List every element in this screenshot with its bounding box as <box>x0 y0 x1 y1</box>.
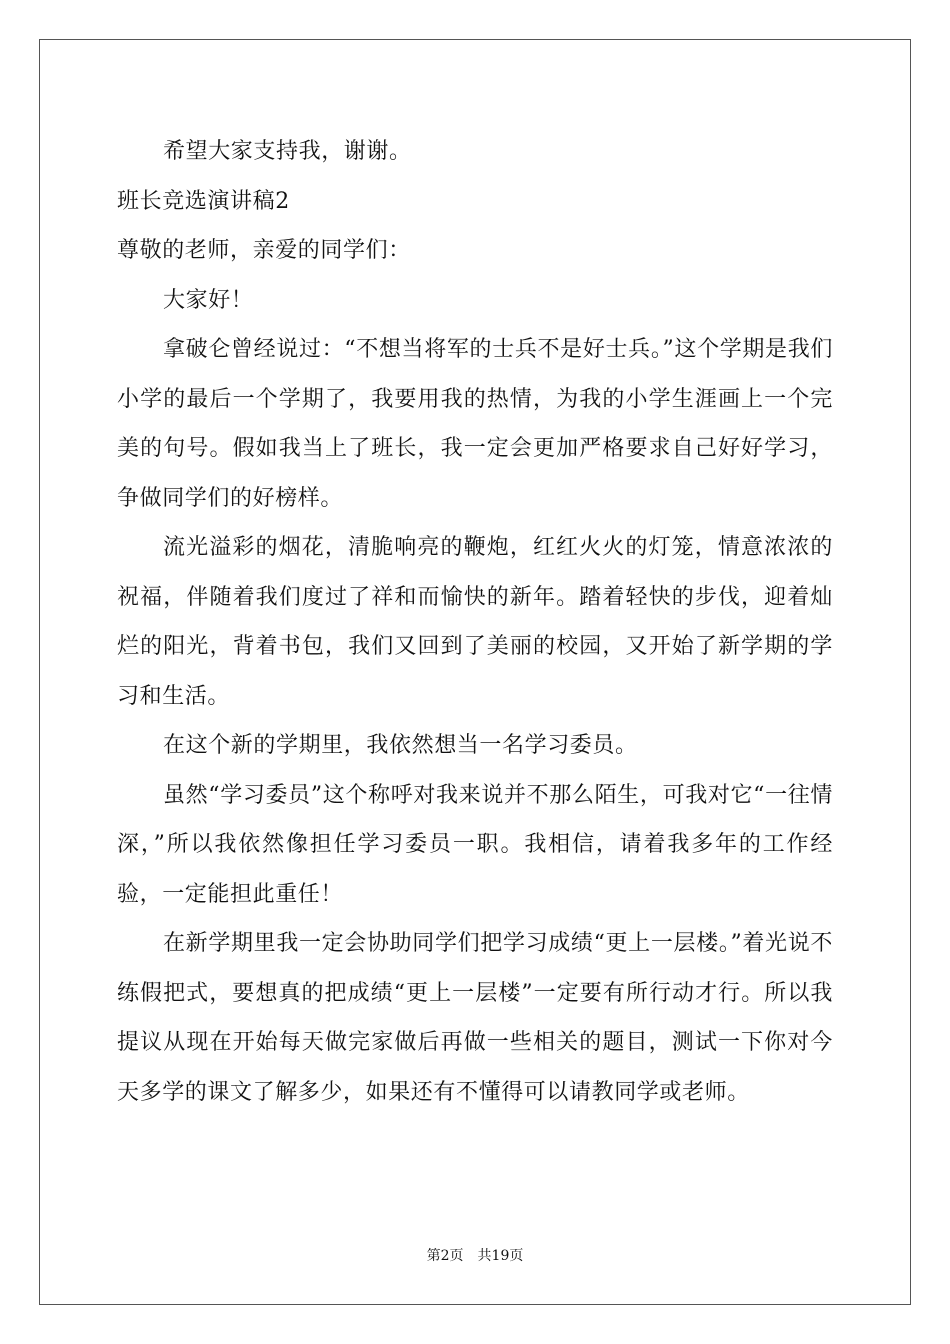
paragraph-committee-wish: 在这个新的学期里，我依然想当一名学习委员。 <box>163 733 638 758</box>
paragraph-napoleon: 拿破仑曾经说过：“不想当将军的士兵不是好士兵。”这个学期是我们小学的最后一个学期了，我要用我的热情，为我的小学生涯画上一个完美的句号。假如我当上了班长，我一定会更加严格要求自己好好学习，争做同学们的好榜样。 <box>117 337 833 511</box>
paragraph-plan: 在新学期里我一定会协助同学们把学习成绩“更上一层楼。”着光说不练假把式，要想真的把成绩“更上一层楼”一定要有所行动才行。所以我提议从现在开始每天做完家做后再做一些相关的题目，测试一下你对今天多学的课文了解多少，如果还有不懂得可以请教同学或老师。 <box>117 931 833 1105</box>
page-number-current: 第2页 <box>426 1248 464 1264</box>
paragraph-closing: 希望大家支持我，谢谢。 <box>163 139 412 164</box>
salutation: 尊敬的老师，亲爱的同学们： <box>117 238 411 263</box>
page-footer <box>0 1246 950 1266</box>
document-body <box>117 127 833 1117</box>
paragraph-experience: 虽然“学习委员”这个称呼对我来说并不那么陌生，可我对它“一往情深，”所以我依然像担任学习委员一职。我相信，请着我多年的工作经验，一定能担此重任！ <box>117 782 833 907</box>
greeting: 大家好！ <box>163 287 254 313</box>
page-number-total: 共19页 <box>477 1248 524 1264</box>
section-title: 班长竞选演讲稿2 <box>117 188 290 214</box>
paragraph-new-year: 流光溢彩的烟花，清脆响亮的鞭炮，红红火火的灯笼，情意浓浓的祝福，伴随着我们度过了祥和而愉快的新年。踏着轻快的步伐，迎着灿烂的阳光，背着书包，我们又回到了美丽的校园，又开始了新学期的学习和生活。 <box>117 535 833 709</box>
